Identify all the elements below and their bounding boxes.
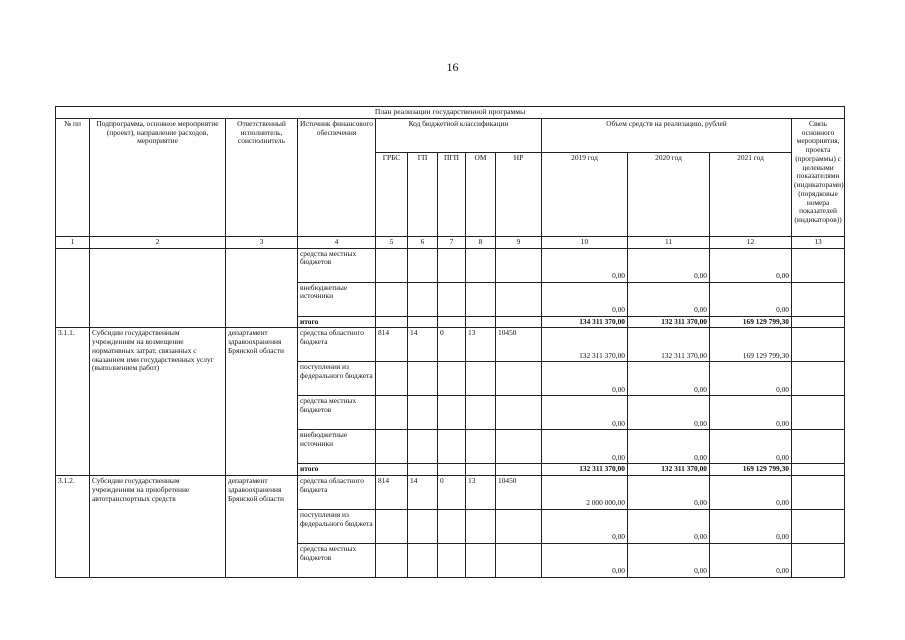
code-grbs (376, 362, 408, 396)
value-2019: 0,00 (542, 510, 628, 544)
num-cell (56, 248, 90, 328)
code-grbs: 814 (376, 328, 408, 362)
code-pgp (438, 544, 466, 578)
responsible-cell (226, 248, 298, 328)
link-cell (792, 464, 845, 476)
code-nr (496, 248, 542, 282)
source-cell: внебюджетные источники (298, 282, 376, 316)
value-2020: 0,00 (628, 362, 710, 396)
link-cell (792, 510, 845, 544)
code-gp (408, 396, 438, 430)
code-pgp: 0 (438, 328, 466, 362)
table-row (56, 328, 845, 362)
header-responsible: Ответственный исполнитель, соисполнитель (226, 119, 298, 237)
code-grbs (376, 282, 408, 316)
code-nr (496, 430, 542, 464)
link-cell (792, 282, 845, 316)
code-om: 13 (466, 328, 496, 362)
value-2021: 0,00 (710, 362, 792, 396)
code-pgp (438, 248, 466, 282)
code-om (466, 316, 496, 328)
col-number: 8 (466, 237, 496, 249)
header-volume: Объем средств на реализацию, рублей (542, 119, 792, 153)
link-cell (792, 248, 845, 282)
code-om (466, 430, 496, 464)
header-2021: 2021 год (710, 153, 792, 237)
code-pgp (438, 396, 466, 430)
code-grbs (376, 510, 408, 544)
code-grbs (376, 430, 408, 464)
code-nr (496, 282, 542, 316)
header-gp: ГП (408, 153, 438, 237)
value-2020: 0,00 (628, 430, 710, 464)
value-2019: 132 311 370,00 (542, 464, 628, 476)
source-cell: средства местных бюджетов (298, 544, 376, 578)
code-gp (408, 464, 438, 476)
header-link: Связь основного мероприятия, проекта (программы) с целевыми показателями (индикаторами) (порядковые номера показателей (индикаторов)) (792, 119, 845, 237)
header-source: Источник финансового обеспечения (298, 119, 376, 237)
value-2020: 0,00 (628, 282, 710, 316)
source-cell: средства местных бюджетов (298, 396, 376, 430)
value-2019: 0,00 (542, 362, 628, 396)
item-responsible: департамент здравоохранения Брянской области (226, 328, 298, 476)
link-cell (792, 362, 845, 396)
source-cell: средства областного бюджета (298, 328, 376, 362)
code-nr (496, 544, 542, 578)
code-pgp (438, 464, 466, 476)
col-number: 9 (496, 237, 542, 249)
item-number: 3.1.1. (56, 328, 90, 476)
col-number: 5 (376, 237, 408, 249)
code-nr (496, 396, 542, 430)
value-2019: 0,00 (542, 282, 628, 316)
value-2021: 0,00 (710, 282, 792, 316)
col-number: 12 (710, 237, 792, 249)
column-number-row (56, 237, 845, 249)
code-om (466, 362, 496, 396)
item-program: Субсидии государственным учреждениям на возмещение нормативных затрат, связанных с оказанием ими государственных услуг (выполнением работ) (90, 328, 226, 476)
value-2019: 0,00 (542, 430, 628, 464)
page-number: 16 (446, 60, 459, 74)
plan-table (55, 106, 845, 578)
value-2021: 169 129 799,30 (710, 464, 792, 476)
code-grbs (376, 248, 408, 282)
code-pgp (438, 510, 466, 544)
program-cell (90, 248, 226, 328)
code-nr (496, 316, 542, 328)
code-om (466, 544, 496, 578)
code-nr (496, 362, 542, 396)
code-om (466, 248, 496, 282)
code-gp (408, 510, 438, 544)
code-gp (408, 316, 438, 328)
col-number: 3 (226, 237, 298, 249)
header-bk-code: Код бюджетной классификации (376, 119, 542, 153)
code-gp (408, 362, 438, 396)
header-grbs: ГРБС (376, 153, 408, 237)
code-gp (408, 248, 438, 282)
code-grbs (376, 316, 408, 328)
value-2021: 0,00 (710, 430, 792, 464)
code-om (466, 510, 496, 544)
col-number: 11 (628, 237, 710, 249)
code-gp (408, 430, 438, 464)
link-cell (792, 430, 845, 464)
table-row (56, 476, 845, 510)
header-2020: 2020 год (628, 153, 710, 237)
header-num: № пп (56, 119, 90, 237)
source-cell: средства местных бюджетов (298, 248, 376, 282)
code-grbs: 814 (376, 476, 408, 510)
item-responsible: департамент здравоохранения Брянской области (226, 476, 298, 578)
link-cell (792, 328, 845, 362)
col-number: 4 (298, 237, 376, 249)
value-2021: 0,00 (710, 476, 792, 510)
code-nr: 10450 (496, 476, 542, 510)
value-2021: 0,00 (710, 510, 792, 544)
col-number: 13 (792, 237, 845, 249)
value-2020: 0,00 (628, 476, 710, 510)
code-gp: 14 (408, 476, 438, 510)
code-om (466, 464, 496, 476)
link-cell (792, 396, 845, 430)
source-cell: поступления из федерального бюджета (298, 510, 376, 544)
value-2020: 132 311 370,00 (628, 316, 710, 328)
value-2020: 0,00 (628, 248, 710, 282)
link-cell (792, 476, 845, 510)
header-om: ОМ (466, 153, 496, 237)
code-nr (496, 510, 542, 544)
header-2019: 2019 год (542, 153, 628, 237)
value-2021: 0,00 (710, 544, 792, 578)
value-2019: 0,00 (542, 396, 628, 430)
code-nr (496, 464, 542, 476)
code-pgp: 0 (438, 476, 466, 510)
table-row (56, 248, 845, 282)
header-program: Подпрограмма, основное мероприятие (проект), направление расходов, мероприятие (90, 119, 226, 237)
code-grbs (376, 396, 408, 430)
col-number: 2 (90, 237, 226, 249)
link-cell (792, 316, 845, 328)
value-2020: 0,00 (628, 544, 710, 578)
table-title: План реализации государственной программы (56, 107, 845, 119)
code-om (466, 282, 496, 316)
value-2021: 0,00 (710, 396, 792, 430)
header-nr: НР (496, 153, 542, 237)
value-2019: 132 311 370,00 (542, 328, 628, 362)
code-om (466, 396, 496, 430)
code-gp (408, 282, 438, 316)
value-2019: 0,00 (542, 544, 628, 578)
code-gp: 14 (408, 328, 438, 362)
code-pgp (438, 362, 466, 396)
value-2021: 169 129 799,30 (710, 328, 792, 362)
code-pgp (438, 316, 466, 328)
source-cell: итого (298, 464, 376, 476)
col-number: 1 (56, 237, 90, 249)
value-2019: 2 000 000,00 (542, 476, 628, 510)
item-number: 3.1.2. (56, 476, 90, 578)
value-2020: 0,00 (628, 510, 710, 544)
code-grbs (376, 464, 408, 476)
link-cell (792, 544, 845, 578)
value-2020: 132 311 370,00 (628, 328, 710, 362)
code-grbs (376, 544, 408, 578)
item-program: Субсидии государственным учреждениям на приобретение автотранспортных средств (90, 476, 226, 578)
value-2021: 0,00 (710, 248, 792, 282)
value-2019: 0,00 (542, 248, 628, 282)
code-om: 13 (466, 476, 496, 510)
col-number: 7 (438, 237, 466, 249)
source-cell: внебюджетные источники (298, 430, 376, 464)
code-nr: 10450 (496, 328, 542, 362)
code-pgp (438, 282, 466, 316)
value-2021: 169 129 799,30 (710, 316, 792, 328)
code-gp (408, 544, 438, 578)
source-cell: поступления из федерального бюджета (298, 362, 376, 396)
col-number: 10 (542, 237, 628, 249)
col-number: 6 (408, 237, 438, 249)
value-2020: 0,00 (628, 396, 710, 430)
source-cell: средства областного бюджета (298, 476, 376, 510)
code-pgp (438, 430, 466, 464)
value-2020: 132 311 370,00 (628, 464, 710, 476)
source-cell: итого (298, 316, 376, 328)
header-pgp: ПГП (438, 153, 466, 237)
value-2019: 134 311 370,00 (542, 316, 628, 328)
